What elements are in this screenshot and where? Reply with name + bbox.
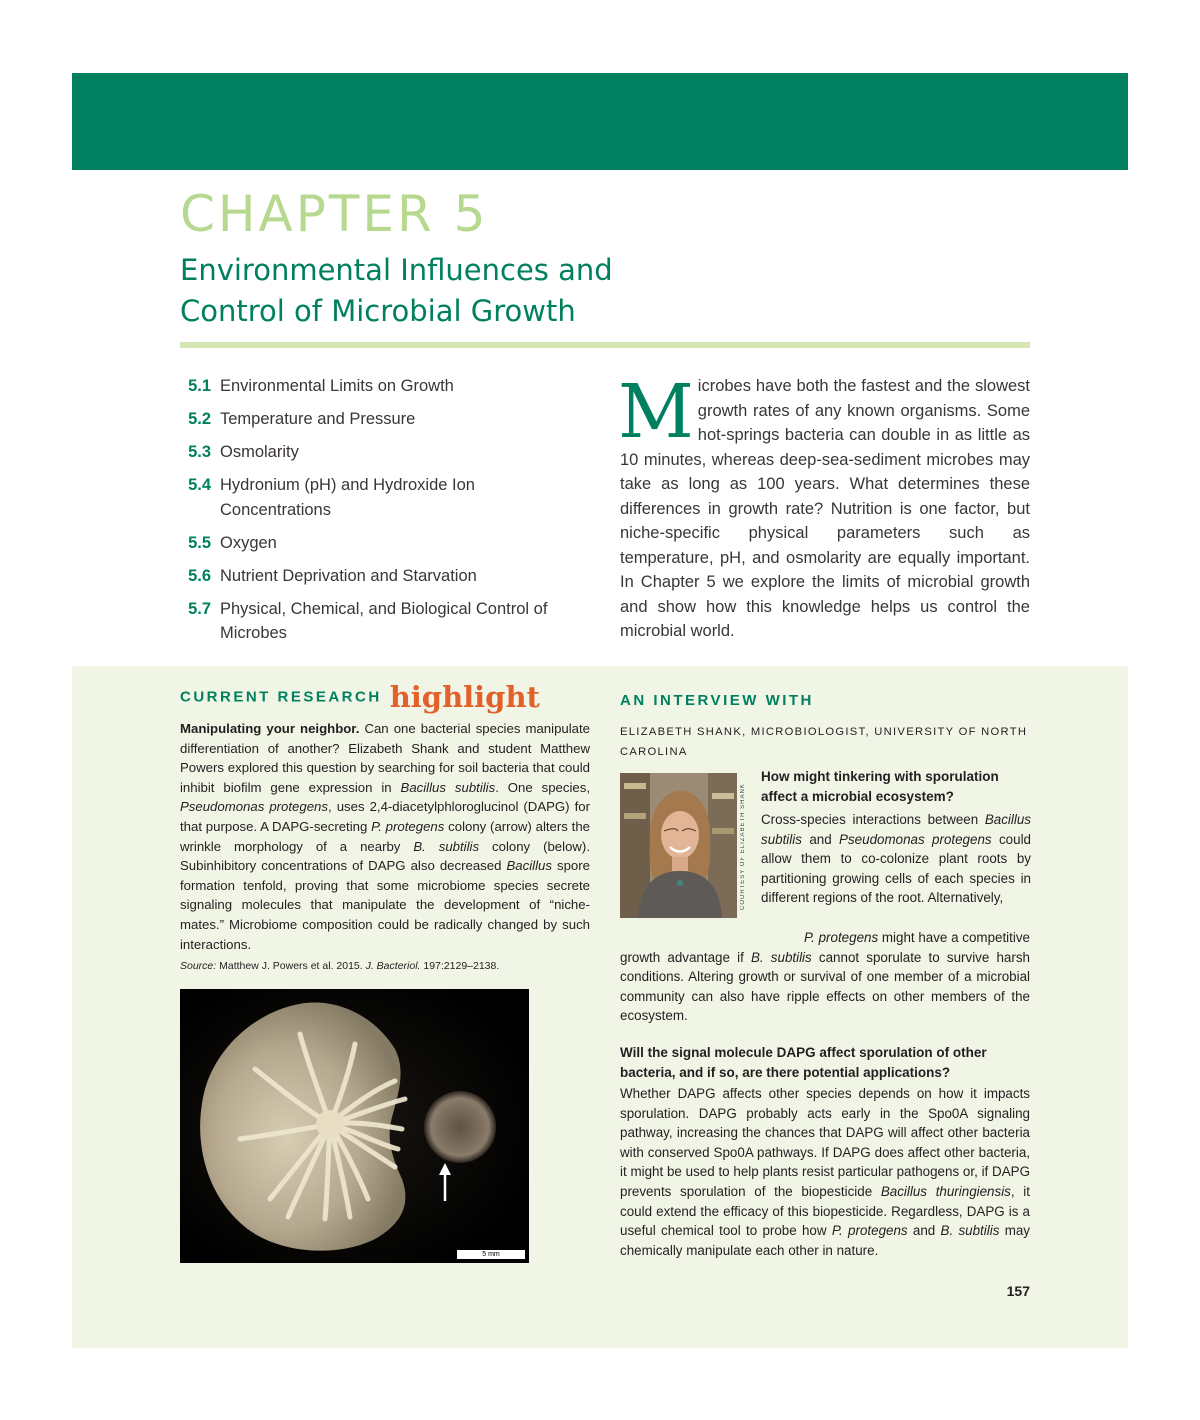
toc-item[interactable] [180,440,580,465]
chapter-title [180,250,880,332]
species-name: B. subtilis [750,949,812,965]
toc-item[interactable] [180,407,580,432]
chapter-color-band [72,73,1128,170]
species-name: P. protegens [803,930,879,945]
species-name: P. protegens [831,1223,908,1239]
source-tail: 197:2129–2138. [420,960,500,972]
interview-heading: AN INTERVIEW WITH [620,692,814,709]
toc-title: Oxygen [220,533,277,552]
toc-number: 5.6 [188,566,211,585]
toc-number: 5.7 [188,599,211,618]
species-name: Pseudomonas protegens [180,799,328,815]
answer-line [620,928,1030,948]
research-highlight-heading [180,680,540,720]
source-journal: J. Bacteriol. [365,960,421,972]
interview-answer-1-start [761,810,1031,908]
toc-item[interactable] [180,564,580,589]
interview-question-1: How might tinkering with sporulation affect a microbial ecosystem? [761,769,999,804]
colony-illustration [180,989,529,1263]
chapter-introduction [618,369,1030,644]
toc-item[interactable] [180,531,580,556]
research-paragraph [180,719,590,954]
answer-text: Cross-species interactions between [761,812,985,827]
research-heading-large: highlight [389,680,540,714]
research-text: spore formation tenfold, proving that some microbiome species secrete signaling molecules that manipulate the development of “niche-mates.” Microbiome composition could be radically changed by such interactions. [180,858,590,952]
source-label: Source: [180,960,217,972]
research-text: Can one bacterial species manipulate differentiation of another? Elizabeth Shank and student Matthew Powers explored this question by searching for soil bacteria that could inhibit biofilm gene expression in [180,721,590,795]
research-heading-small: CURRENT RESEARCH [180,688,382,706]
toc-title: Temperature and Pressure [220,410,416,428]
toc-title: Environmental Limits on Growth [220,377,454,395]
answer-text: may chemically manipulate each other in nature. [620,1223,1030,1258]
answer-text: cannot sporulate to survive harsh conditions. Altering growth or survival of one member of a microbial community can also have ripple effects on other members of the ecosystem. [620,949,1030,1024]
research-source [180,960,590,972]
toc-title: Nutrient Deprivation and Starvation [220,566,477,585]
toc-title: Hydronium (pH) and Hydroxide Ion Concentrations [220,476,475,519]
research-text: colony (below). Subinhibitory concentrations of DAPG also decreased [180,838,590,874]
toc-number: 5.2 [188,410,211,428]
answer-text: growth advantage if [620,949,751,965]
species-name: B. subtilis [940,1223,1000,1239]
species-name: Bacillus subtilis [761,812,1031,847]
species-name: Bacillus subtilis [400,779,496,795]
photo-credit: COURTESY OF ELIZABETH SHANK [740,783,746,911]
colony-photo [180,989,529,1263]
drop-cap: M [618,369,694,455]
interview-answer-2 [620,1084,1030,1260]
toc-number: 5.1 [188,377,211,395]
research-text: colony (arrow) alters the wrinkle morphology of a nearby [180,818,590,854]
chapter-label: CHAPTER 5 [180,185,489,243]
answer-text: and [801,831,840,847]
intro-text: icrobes have both the fastest and the slowest growth rates of any known organisms. Some hot-springs bacteria can double in as little as 10 minutes, whereas deep-sea-sediment microbes may take as long as 100 years. What determines these differences in growth rate? Nutrition is one factor, but niche-specific physical parameters such as temperature, pH, and osmolarity are equally important. In Chapter 5 we explore the limits of microbial growth and show how this knowledge helps us control the microbial world. [620,377,1030,640]
source-text: Matthew J. Powers et al. 2015. [216,960,366,972]
interviewee-name: ELIZABETH SHANK, MICROBIOLOGIST, UNIVERSITY OF NORTH CAROLINA [620,726,1028,758]
research-text: , uses 2,4-diacetylphloroglucinol (DAPG) for that purpose. A DAPG-secreting [180,799,590,834]
page-number: 157 [1006,1283,1030,1299]
chapter-title-line-1: Environmental Influences and [180,253,613,287]
toc-item[interactable] [180,374,580,399]
toc-item[interactable] [180,473,580,522]
toc-title: Osmolarity [220,443,299,461]
species-name: Bacillus thuringiensis [880,1183,1011,1199]
species-name: B. subtilis [413,838,480,854]
answer-text: , it could extend the efficacy of this biopesticide. Regardless, DAPG is a useful chemical tool to probe how [620,1183,1031,1239]
toc-title: Physical, Chemical, and Biological Control of Microbes [220,599,548,642]
species-name: Bacillus [506,858,552,874]
scale-bar: 5 mm [456,1249,526,1260]
portrait-illustration [620,773,737,918]
toc-number: 5.5 [188,533,211,552]
interview-question-2: Will the signal molecule DAPG affect sporulation of other bacteria, and if so, are there potential applications? [620,1045,987,1080]
toc-item[interactable] [180,597,580,646]
chapter-title-line-2: Control of Microbial Growth [180,294,576,328]
toc-number: 5.4 [188,476,211,494]
species-name: Pseudomonas protegens [839,831,992,847]
research-lead: Manipulating your neighbor. [180,721,360,736]
interviewee-portrait [620,773,737,918]
chapter-contents [180,374,580,654]
answer-text: and [907,1223,941,1239]
toc-number: 5.3 [188,443,211,461]
answer-text: Whether DAPG affects other species depends on how it impacts sporulation. DAPG probably acts early in the Spo0A signaling pathway, increasing the chances that DAPG will affect other bacteria with conserved Spo0A pathways. If DAPG does affect other bacteria, it might be used to help plants resist particular pathogens or, if DAPG prevents sporulation of the biopesticide [620,1086,1030,1199]
answer-text: might have a competitive [878,930,1030,945]
research-text: . One species, [495,779,591,795]
species-name: P. protegens [371,818,445,834]
title-rule [180,342,1030,348]
answer-text: could allow them to co-colonize plant roots by partitioning growing cells of each species in different regions of the root. Alternatively, [761,831,1031,906]
interview-answer-1-continued [620,928,1030,1026]
